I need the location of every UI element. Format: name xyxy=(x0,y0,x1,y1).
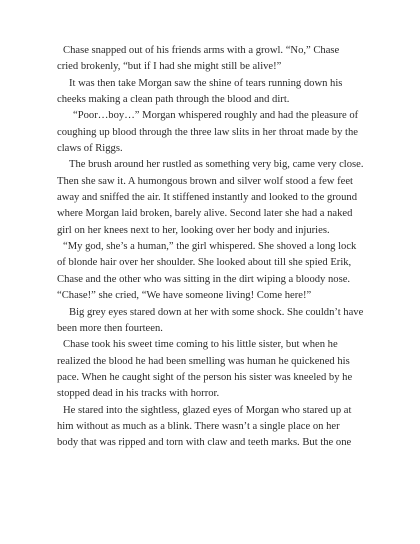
text-line: Then she saw it. A humongous brown and silver wolf stood a few feet xyxy=(57,175,353,187)
text-line: body that was ripped and torn with claw and teeth marks. But the one xyxy=(57,437,352,449)
text-line: It was then take Morgan saw the shine of tears running down his xyxy=(69,77,343,89)
text-line: pace. When he caught sight of the person his sister was kneeled by he xyxy=(57,371,353,383)
text-line: cried brokenly, “but if I had she might still be alive!” xyxy=(57,61,282,73)
text-line: “Chase!” she cried, “We have someone living! Come here!” xyxy=(57,290,312,302)
text-line: where Morgan laid broken, barely alive. Second later she had a naked xyxy=(57,208,353,220)
text-line: The brush around her rustled as something very big, came very close. xyxy=(69,159,364,171)
text-line: Chase took his sweet time coming to his little sister, but when he xyxy=(63,339,338,351)
text-line: “My god, she’s a human,” the girl whispered. She shoved a long lock xyxy=(63,241,357,253)
text-line: stopped dead in his tracks with horror. xyxy=(57,388,220,400)
text-line: Chase and the other who was sitting in the dirt wiping a bloody nose. xyxy=(57,273,351,285)
text-line: him without as much as a blink. There wasn’t a single place on her xyxy=(57,420,340,432)
text-line: girl on her knees next to her, looking over her body and injuries. xyxy=(57,224,330,236)
text-line: He stared into the sightless, glazed eyes of Morgan who stared up at xyxy=(63,404,352,416)
text-line: been more then fourteen. xyxy=(57,322,163,334)
text-line: Big grey eyes stared down at her with some shock. She couldn’t have xyxy=(69,306,364,318)
text-line: Chase snapped out of his friends arms with a growl. “No,” Chase xyxy=(63,45,340,56)
text-line: claws of Riggs. xyxy=(57,143,123,155)
text-line: cheeks making a clean path through the blood and dirt. xyxy=(57,94,290,106)
text-line: away and sniffed the air. It stiffened instantly and looked to the ground xyxy=(57,192,357,204)
body-text xyxy=(57,43,372,452)
text-line: of blonde hair over her shoulder. She looked about till she spied Erik, xyxy=(57,257,352,269)
text-line: “Poor…boy…” Morgan whispered roughly and had the pleasure of xyxy=(73,110,359,122)
text-line: coughing up blood through the three law slits in her throat made by the xyxy=(57,126,358,138)
text-line: realized the blood he had been smelling was human he quickened his xyxy=(57,355,350,367)
